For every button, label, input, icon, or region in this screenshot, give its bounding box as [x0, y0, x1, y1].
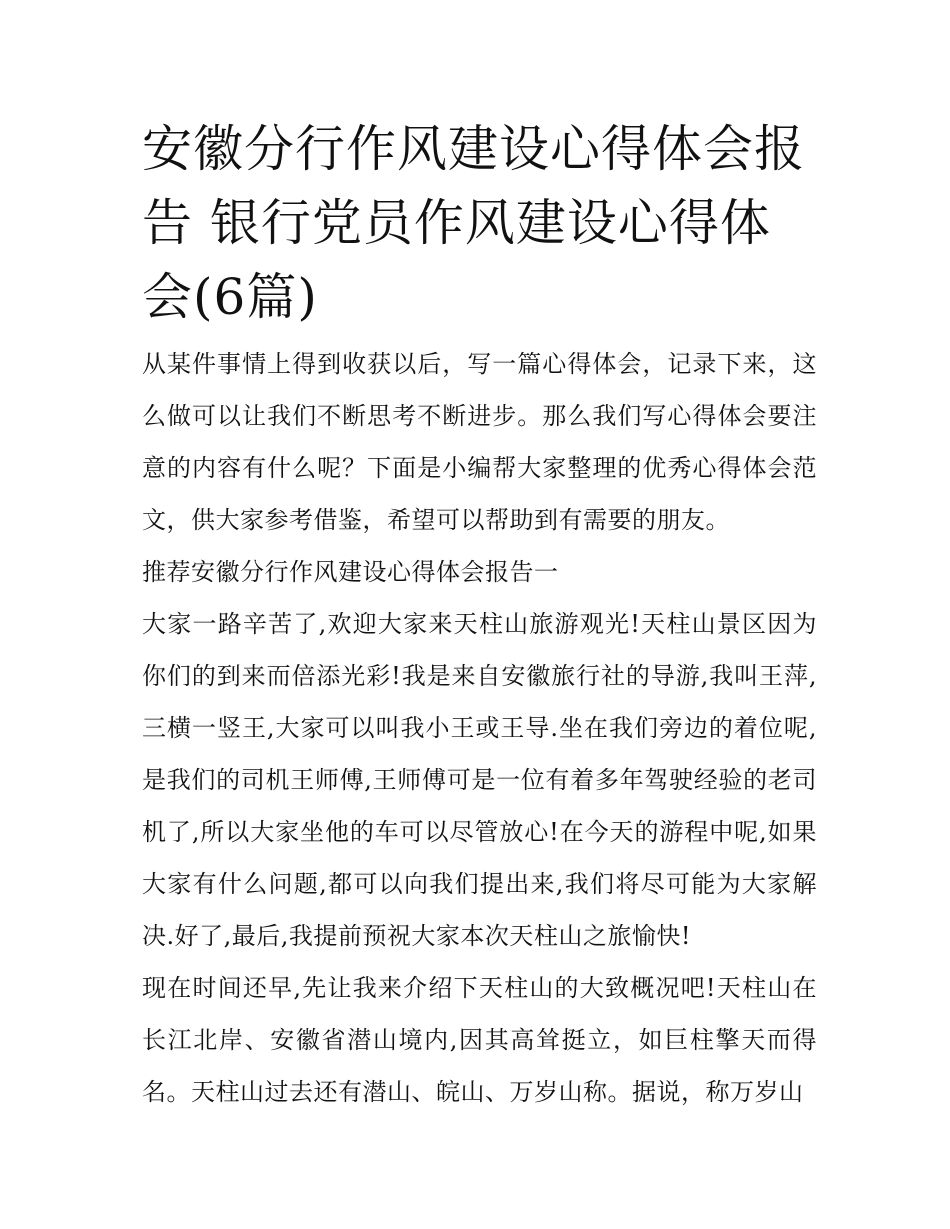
document-page [142, 112, 817, 1118]
body-paragraph: 大家一路辛苦了,欢迎大家来天柱山旅游观光!天柱山景区因为你们的到来而倍添光彩!我是来自安徽旅行社的导游,我叫王萍,三横一竖王,大家可以叫我小王或王导.坐在我们旁边的着位呢,是我们的司机王师傅,王师傅可是一位有着多年驾驶经验的老司机了,所以大家坐他的车可以尽管放心!在今天的游程中呢,如果大家有什么问题,都可以向我们提出来,我们将尽可能为大家解决.好了,最后,我提前预祝大家本次天柱山之旅愉快! [142, 610, 817, 950]
document-title: 安徽分行作风建设心得体会报告 银行党员作风建设心得体会(6篇) [142, 120, 805, 326]
section-heading: 推荐安徽分行作风建设心得体会报告一 [142, 558, 559, 586]
body-paragraph: 现在时间还早,先让我来介绍下天柱山的大致概况吧!天柱山在长江北岸、安徽省潜山境内,因其高耸挺立，如巨柱擎天而得名。天柱山过去还有潜山、皖山、万岁山称。据说，称万岁山 [142, 974, 817, 1106]
intro-paragraph: 从某件事情上得到收获以后，写一篇心得体会，记录下来，这么做可以让我们不断思考不断进步。那么我们写心得体会要注意的内容有什么呢？下面是小编帮大家整理的优秀心得体会范文，供大家参考借鉴，希望可以帮助到有需要的朋友。 [142, 350, 817, 534]
